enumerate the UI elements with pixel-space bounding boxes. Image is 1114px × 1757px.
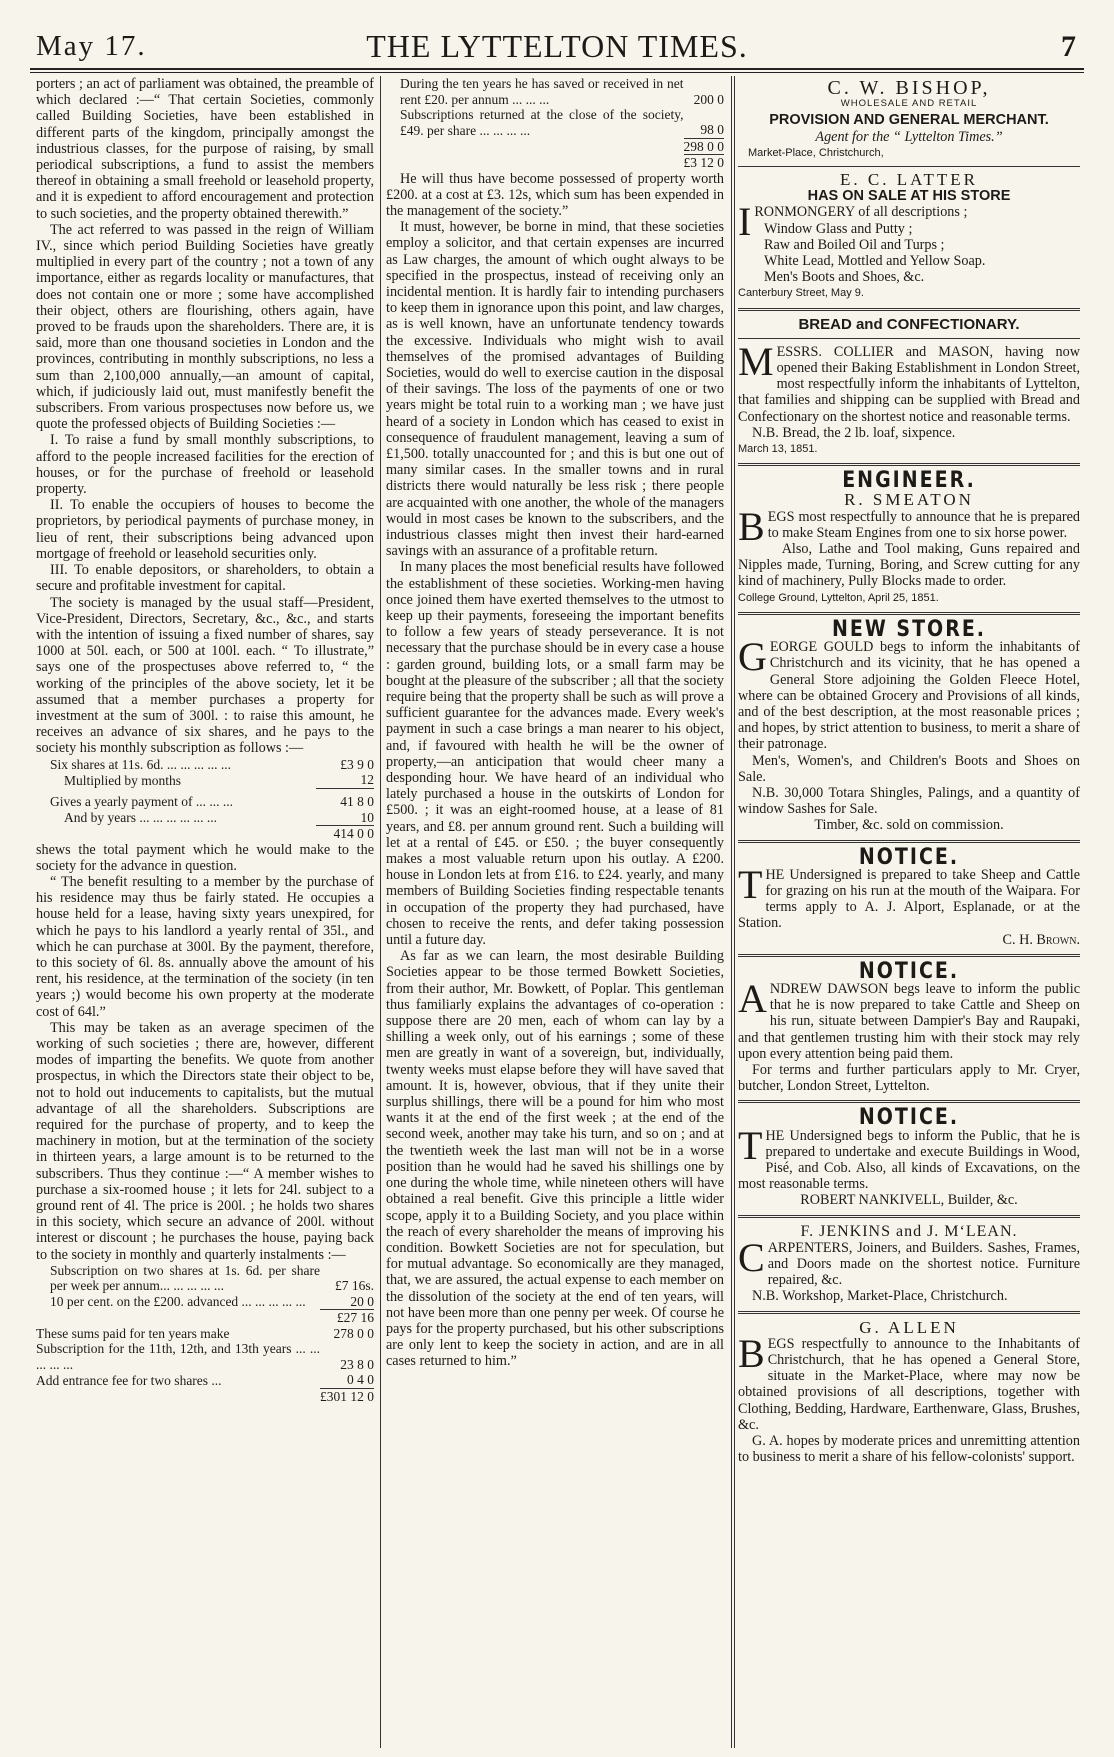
ad-signature: C. H. Brown.: [1002, 931, 1080, 948]
table-label: Subscription for the 11th, 12th, and 13th years ... ... ... ... ...: [36, 1341, 320, 1372]
ad-heading: NOTICE.: [858, 843, 960, 870]
table-row: [386, 138, 724, 155]
divider: [738, 1311, 1080, 1314]
ad-heading: ENGINEER.: [842, 467, 976, 493]
table-row: [36, 1341, 374, 1372]
table-amount: £3 12 0: [683, 155, 724, 170]
table-amount: 98 0: [700, 122, 724, 137]
divider: [738, 840, 1080, 843]
ad-line: Raw and Boiled Oil and Turps ;: [764, 236, 945, 253]
ad-subtitle: WHOLESALE AND RETAIL: [840, 98, 978, 110]
masthead-rule-thin: [30, 72, 1084, 73]
ad-place: Canterbury Street, May 9.: [738, 287, 864, 300]
table-label: Subscription on two shares at 1s. 6d. per share per week per annum... ... ... ... ...: [50, 1262, 320, 1294]
paragraph: It must, however, be borne in mind, that these societies employ a solicitor, and that certain expenses are incurred as Law charges, the amount of which ought always to be specified in the prospectus, instead of receiving only an incidental mention. It is hardly fair to intending purchasers to keep them in ignorance upon this point, and law charges, as is well known, have an unfortunate tendency towards the excessive. Individuals who might wish to avail themselves of the promised advantages of Building Societies, would do well to exercise caution in the disposal of their savings. The loss of the payments of one or two years might be total ruin to a working man ; we have just heard of a society in London which has ceased to exist in consequence of fraudulent management, leaving a sum of £1,500. totally unaccounted for ; and this is but one out of many similar cases. In the smaller towns and in rural districts there would naturally be less risk ; there people are acquainted with one another, the whole of the managers would in most cases be known to the subscribers, and the industrious classes might then invest their hard-earned savings with an assurance of a profitable return.: [386, 219, 724, 560]
ad-heading: PROVISION AND GENERAL MERCHANT.: [769, 112, 1049, 129]
table-row: [386, 107, 724, 138]
table-row: [36, 1263, 374, 1294]
table-amount: 414 0 0: [316, 826, 374, 842]
table-amount: 200 0: [693, 91, 724, 107]
ad-text: G. A. hopes by moderate prices and unremitting attention to business to merit a share of his fellow-colonists' support.: [738, 1433, 1080, 1466]
ad-text: NDREW DAWSON begs leave to inform the public that he is now prepared to take Cattle and Sheep on his run, situate between Dampier's Bay and Raupaki, and that gentlemen trusting him with their stock may rely upon every attention being paid them.: [738, 980, 1080, 1062]
drop-cap: I: [738, 199, 752, 245]
ad-note: N.B. Bread, the 2 lb. loaf, sixpence.: [752, 424, 956, 441]
table-amount: 12: [360, 772, 374, 788]
table-row: [36, 1388, 374, 1404]
ad-heading: NEW STORE.: [831, 616, 987, 642]
table-label: Subscriptions returned at the close of the society, £49. per share ... ... ... ...: [400, 107, 684, 138]
ad-bishop: [738, 77, 1080, 161]
advertiser-name: E. C. LATTER: [840, 170, 978, 190]
ad-line: White Lead, Mottled and Yellow Soap.: [764, 253, 986, 270]
table-label: [386, 155, 684, 171]
paragraph: The society is managed by the usual staff—President, Vice-President, Directors, Secretary, &c., &c., and starts with the intention of issuing a fixed number of shares, say 1000 at 50l. each, or 500 at 100l. each. “ To illustrate,” says one of the prospectuses above referred to, “ the working of the principles of the above society, let it be assumed that a member purchases a property for investment at the sum of 300l. : to raise this amount, he receives an advance of six shares, and he pays to the society his monthly subscription as follows :—: [36, 594, 374, 757]
table-amount: 298 0 0: [683, 138, 724, 154]
ad-jenkins: [738, 1224, 1080, 1305]
divider: [738, 612, 1080, 615]
drop-cap: T: [738, 1122, 763, 1168]
table-amount: 20 0: [350, 1293, 374, 1309]
payment-table-3: [386, 76, 724, 171]
table-row: [36, 772, 374, 788]
drop-cap: A: [738, 975, 767, 1021]
paragraph: III. To enable depositors, or shareholders, to obtain a secure and profitable investment for capital.: [36, 562, 374, 595]
table-label: [36, 826, 316, 842]
ad-text: Also, Lathe and Tool making, Guns repaired and Nipples made, Turning, Boring, and Screw cutting for any kind of machinery, Pully Blocks made to order.: [738, 541, 1080, 590]
table-amount: 278 0 0: [333, 1325, 374, 1341]
divider: [738, 308, 1080, 311]
ad-line: Window Glass and Putty ;: [764, 220, 913, 237]
table-label: These sums paid for ten years make: [36, 1325, 230, 1341]
table-label: Add entrance fee for two shares ...: [36, 1372, 222, 1388]
advertiser-name: G. ALLEN: [859, 1317, 959, 1337]
table-label: [386, 138, 684, 155]
ad-text: For terms and further particulars apply to Mr. Cryer, butcher, London Street, Lyttelton.: [738, 1061, 1080, 1095]
ad-notice-dawson: [738, 958, 1080, 1095]
divider: [738, 338, 1080, 339]
drop-cap: M: [738, 338, 774, 384]
ad-text: HE Undersigned begs to inform the Public, that he is prepared to undertake and execute Buildings in Wood, Pisé, and Cob. Also, all kinds of Excavations, on the most reasonable terms.: [738, 1127, 1080, 1193]
ad-agent-line: Agent for the “ Lyttelton Times.”: [815, 128, 1003, 145]
ad-engineer: [738, 467, 1080, 606]
ad-heading: NOTICE.: [858, 958, 960, 984]
table-amount: 0 4 0: [347, 1372, 374, 1388]
table-row: [386, 155, 724, 171]
divider: [738, 954, 1080, 957]
paragraph: porters ; an act of parliament was obtained, the preamble of which declared :—“ That certain Societies, commonly called Building Societies, have been established in different parts of the kingdom, principally amongst the industrious classes, for the purpose of raising, by small periodical subscriptions, a fund to assist the members thereof in obtaining a small freehold or leasehold property, and it is expedient to afford encouragement and protection to such societies, and the property obtained therewith.”: [36, 76, 374, 222]
column-divider: [734, 76, 735, 1748]
paragraph: II. To enable the occupiers of houses to become the proprietors, by periodical payments of purchase money, in lieu of rent, their subscriptions being advanced upon mortgage of freehold or leasehold securities only.: [36, 497, 374, 562]
masthead-rule: [30, 68, 1084, 70]
ad-note: N.B. Workshop, Market-Place, Christchurch.: [752, 1288, 1008, 1305]
ad-allen: [738, 1317, 1080, 1466]
paragraph: The act referred to was passed in the reign of William IV., since which period Building Societies have greatly multiplied in every part of the country ; not a town of any importance, either as regards locality or manufactures, that does not contain one or more ; some have accomplished their object, others are flourishing, others again, have proved to be frauds upon the shareholders. There are, it is said, more than one thousand societies in London and the provinces, contributing in monthly subscriptions, no less a sum than 2,100,000 annually,—an amount of capital, which, if judiciously laid out, must manifestly benefit the subscribers. From various prospectuses now before us, we quote the professed objects of Building Societies :—: [36, 221, 374, 433]
article-column-2: [386, 76, 724, 1370]
ad-text: EGS most respectfully to announce that he is prepared to make Steam Engines from one to six horse power.: [767, 508, 1080, 541]
advertisements-column: [738, 76, 1080, 1465]
drop-cap: B: [738, 503, 765, 549]
table-amount: 23 8 0: [340, 1356, 374, 1372]
paragraph: shews the total payment which he would make to the society for the advance in question.: [36, 841, 374, 874]
ad-text: EGS respectfully to announce to the Inhabitants of Christchurch, that he has opened a General Store, situate in the Market-Place, where may now be obtained provisions of all descriptions, together with Clothing, Bedding, Hardware, Earthenware, Glass, Brushes, &c.: [738, 1335, 1080, 1433]
ad-notice-brown: [738, 843, 1080, 948]
table-amount: £301 12 0: [320, 1388, 374, 1404]
ad-line: RONMONGERY of all descriptions ;: [754, 204, 968, 221]
table-row: [36, 1372, 374, 1388]
ad-signature: ROBERT NANKIVELL, Builder, &c.: [800, 1192, 1018, 1209]
divider: [738, 166, 1080, 167]
table-row: [36, 788, 374, 810]
divider: [738, 1215, 1080, 1218]
ad-heading: HAS ON SALE AT HIS STORE: [807, 188, 1011, 205]
ad-text: ESSRS. COLLIER and MASON, having now opened their Baking Establishment in London Street, most respectfully inform the inhabitants of Lyttelton, that families and shipping can be supplied with Bread and Confectionary on the shortest notice and reasonable terms.: [738, 343, 1080, 425]
table-amount: 41 8 0: [316, 788, 374, 810]
newspaper-title: THE LYTTELTON TIMES.: [366, 28, 748, 64]
table-label: And by years ... ... ... ... ... ...: [64, 810, 217, 826]
issue-date: May 17.: [36, 30, 147, 62]
table-row: [36, 810, 374, 826]
masthead: [30, 20, 1084, 64]
column-divider: [380, 76, 381, 1748]
table-label: Six shares at 11s. 6d. ... ... ... ... ...: [50, 756, 231, 772]
paragraph: I. To raise a fund by small monthly subscriptions, to afford to the people increased facilities for the erection of houses, or for the purchase of freehold or leasehold property.: [36, 432, 374, 498]
table-label: During the ten years he has saved or received in net rent £20. per annum ... ... ...: [400, 76, 684, 107]
table-amount: 10: [360, 809, 374, 825]
ad-text: ARPENTERS, Joiners, and Builders. Sashes, Frames, and Doors made on the shortest notice. Furniture repaired, &c.: [767, 1239, 1080, 1289]
table-amount: £7 16s.: [334, 1278, 374, 1294]
table-label: [36, 1310, 320, 1326]
table-row: [36, 1310, 374, 1326]
drop-cap: G: [738, 634, 767, 680]
table-row: [36, 757, 374, 773]
table-label: Multiplied by months: [64, 772, 182, 788]
paragraph: He will thus have become possessed of property worth £200. at a cost at £3. 12s, which sum has been expended in the management of the society.”: [386, 170, 724, 219]
ad-bread: [738, 317, 1080, 458]
ad-text: Timber, &c. sold on commission.: [814, 817, 1004, 834]
table-label: Gives a yearly payment of ... ... ...: [50, 794, 233, 810]
table-label: [36, 1388, 320, 1404]
table-label: 10 per cent. on the £200. advanced ... ... ... ... ...: [50, 1294, 306, 1310]
advertiser-name: R. SMEATON: [844, 490, 974, 510]
drop-cap: C: [738, 1234, 765, 1280]
ad-text: EORGE GOULD begs to inform the inhabitants of Christchurch and its vicinity, that he has opened a General Store adjoining the Golden Fleece Hotel, where can be obtained Grocery and Provisions of all kinds, and of the best description, at the most reasonable prices ; and hopes, by strict attention to business, to merit a share of their patronage.: [738, 639, 1080, 753]
paragraph: In many places the most beneficial results have followed the establishment of these societies. Working-men having once joined them have exerted themselves to the utmost to keep up their payments, foreseeing the important benefits to follow a few years of steady perseverance. It is not necessary that the purchase should be in every case a house : garden ground, building lots, or a small farm may be bought at the pleasure of the subscriber ; all that the society require being that the property shall be such as will prove a sufficient guarantee for the advances made. Every week's payment in such a case brings a man nearer to his object, and, if favoured with health he will be the owner of property,—an anticipation that would cheer many a desponding hour. We have heard of an individual who lately purchased a house in the outskirts of London for £500. ; it was an eight-roomed house, at a lease of 81 years, and £8. per annum ground rent. Such a building will let at a rental of £45. or £50. ; the buyer consequently makes a most valuable return upon his outlay. A £200. house in London lets at from £16. to £24. yearly, and many members of Building Societies finding respectable tenants in occupation of the property they had purchased, have chosen to receive the rents, and defer taking possession until a future day.: [386, 559, 724, 949]
ad-text: Men's, Women's, and Children's Boots and Shoes on Sale.: [738, 752, 1080, 785]
table-row: [36, 826, 374, 842]
ad-latter: [738, 172, 1080, 302]
drop-cap: B: [738, 1330, 765, 1376]
table-amount: £3 9 0: [340, 756, 374, 772]
ad-place: College Ground, Lyttelton, April 25, 1851.: [738, 591, 939, 604]
paragraph: As far as we can learn, the most desirable Building Societies appear to be those termed Bowkett Societies, from their author, Mr. Bowkett, of Poplar. This gentleman thus familiarly explains the advantages of co-operation : suppose there are 20 men, each of whom can lay by a shilling a week only, out of his earnings ; some of these men are greatly in want of a sovereign, but, individually, twenty weeks must elapse before they will have saved that amount. It is, however, obvious, that if they unite their surplus shillings, there will be a pound for him who most wants it at the end of the first week ; at the end of the second week, another may take his turn, and so on ; and at the twentieth week the last man will not be in a worse position than he would had he saved his shillings one by one during the whole time, while nineteen others will have obtained a real benefit. Give this principle a little wider scope, apply it to a Building Society, and you place within the reach of every shareholder the means of improving his condition. Bowkett Societies are not for speculation, but for mutual advantage. So economically are they managed, that, we are assured, the actual expense to each member on the dissolution of the society at the end of ten years, will not have been more than one penny per week. Of course he pays for the property purchased, but his other subscriptions are only lent to keep the society in action, and are in all cases returned to him.”: [386, 948, 724, 1370]
advertiser-name: F. JENKINS and J. M‘LEAN.: [800, 1222, 1018, 1240]
ad-text: HE Undersigned is prepared to take Sheep and Cattle for grazing on his run at the mouth of the Waipara. For terms apply to A. J. Alport, Esplanade, or at the Station.: [738, 866, 1080, 932]
ad-date: March 13, 1851.: [738, 443, 818, 456]
ad-place: Market-Place, Christchurch,: [748, 146, 884, 159]
ad-heading: NOTICE.: [858, 1104, 960, 1131]
payment-table-2: [36, 1263, 374, 1405]
paragraph: “ The benefit resulting to a member by the purchase of his residence may thus be fairly stated. He occupies a house held for a lease, having sixty years unexpired, for which he pays to his landlord a yearly rental of 35l., and which he can purchase at 300l. By the payment, therefore, to this society of 6l. 8s. annually above the amount of his rent, his residence, at the termination of the society (in ten years ;) would become his own property at the moderate cost of 64l.”: [36, 873, 374, 1020]
ad-text: N.B. 30,000 Totara Shingles, Palings, and a quantity of window Sashes for Sale.: [738, 784, 1080, 818]
column-divider: [731, 76, 732, 1748]
paragraph: This may be taken as an average specimen of the working of such societies ; there are, however, different modes of imparting the benefits. We quote from another prospectus, in which the Directors state their object to be, not to hold out inducements to capitalists, but the mutual advantage of all the shareholders. Subscriptions are required for the purchase of property, and to keep the machinery in motion, but at the termination of the society in thirteen years, a large amount is to be returned to the subscribers. Thus they continue :—“ A member wishes to purchase a six-roomed house ; it lets for 24l. subject to a ground rent of 4l. The price is 200l. ; he holds two shares in this society, which secure an advance of 200l. without interest or discount ; he purchases the house, paying back to the society in monthly and quarterly instalments :—: [36, 1019, 374, 1263]
ad-new-store: [738, 616, 1080, 834]
divider: [738, 1100, 1080, 1103]
advertiser-name: C. W. BISHOP,: [827, 77, 991, 99]
ad-heading: BREAD and CONFECTIONARY.: [798, 315, 1020, 333]
ad-line: Men's Boots and Shoes, &c.: [764, 269, 925, 286]
ad-notice-nankivell: [738, 1104, 1080, 1209]
table-row: [386, 76, 724, 107]
article-column-1: [36, 76, 374, 1404]
drop-cap: T: [738, 861, 763, 907]
table-amount: £27 16: [320, 1310, 374, 1326]
table-row: [36, 1326, 374, 1342]
table-row: [36, 1294, 374, 1310]
payment-table-1: [36, 757, 374, 842]
divider: [738, 463, 1080, 466]
page-number: 7: [1061, 30, 1076, 63]
